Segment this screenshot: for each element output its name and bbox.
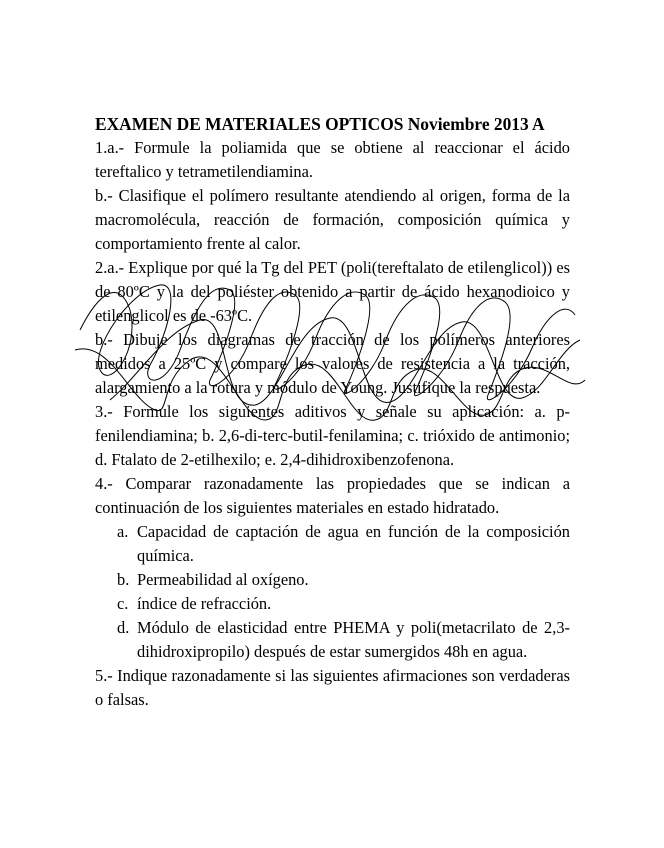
question-4: 4.- Comparar razonadamente las propiedades que se indican a continuación de los siguientes materiales en estado hidratado. xyxy=(95,474,570,517)
list-item-text: Módulo de elasticidad entre PHEMA y poli(metacrilato de 2,3-dihidroxipropilo) después de estar sumergidos 48h en agua. xyxy=(137,618,570,661)
list-item xyxy=(95,616,570,664)
list-item-text: Capacidad de captación de agua en función de la composición química. xyxy=(137,522,570,565)
list-item-text: índice de refracción. xyxy=(137,594,272,613)
exam-title: EXAMEN DE MATERIALES OPTICOS Noviembre 2013 A xyxy=(95,114,545,134)
question-1a: 1.a.- Formule la poliamida que se obtiene al reaccionar el ácido tereftalico y tetrametilendiamina. xyxy=(95,138,570,181)
question-3: 3.- Formule los siguientes aditivos y señale su aplicación: a. p-fenilendiamina; b. 2,6-di-terc-butil-fenilamina; c. trióxido de antimonio; d. Ftalato de 2-etilhexilo; e. 2,4-dihidroxibenzofenona. xyxy=(95,402,570,469)
question-4-sublist xyxy=(95,520,570,664)
question-2b: b.- Dibuje los diagramas de tracción de los polímeros anteriores medidos a 25ºC y compare los valores de resistencia a la tracción, alargamiento a la rotura y módulo de Young. Justifique la respuesta. xyxy=(95,330,570,397)
list-marker: a. xyxy=(117,522,129,541)
list-marker: c. xyxy=(117,594,129,613)
list-marker: d. xyxy=(117,618,130,637)
question-2a: 2.a.- Explique por qué la Tg del PET (poli(tereftalato de etilenglicol)) es de 80ºC y la del poliéster obtenido a partir de ácido hexanodioico y etilenglicol es de -63ºC. xyxy=(95,258,570,325)
list-marker: b. xyxy=(117,570,130,589)
question-5: 5.- Indique razonadamente si las siguientes afirmaciones son verdaderas o falsas. xyxy=(95,666,570,709)
list-item xyxy=(95,592,570,616)
list-item-text: Permeabilidad al oxígeno. xyxy=(137,570,309,589)
list-item xyxy=(95,568,570,592)
question-1b: b.- Clasifique el polímero resultante atendiendo al origen, forma de la macromolécula, reacción de formación, composición química y comportamiento frente al calor. xyxy=(95,186,570,253)
exam-document xyxy=(95,112,570,712)
list-item xyxy=(95,520,570,568)
